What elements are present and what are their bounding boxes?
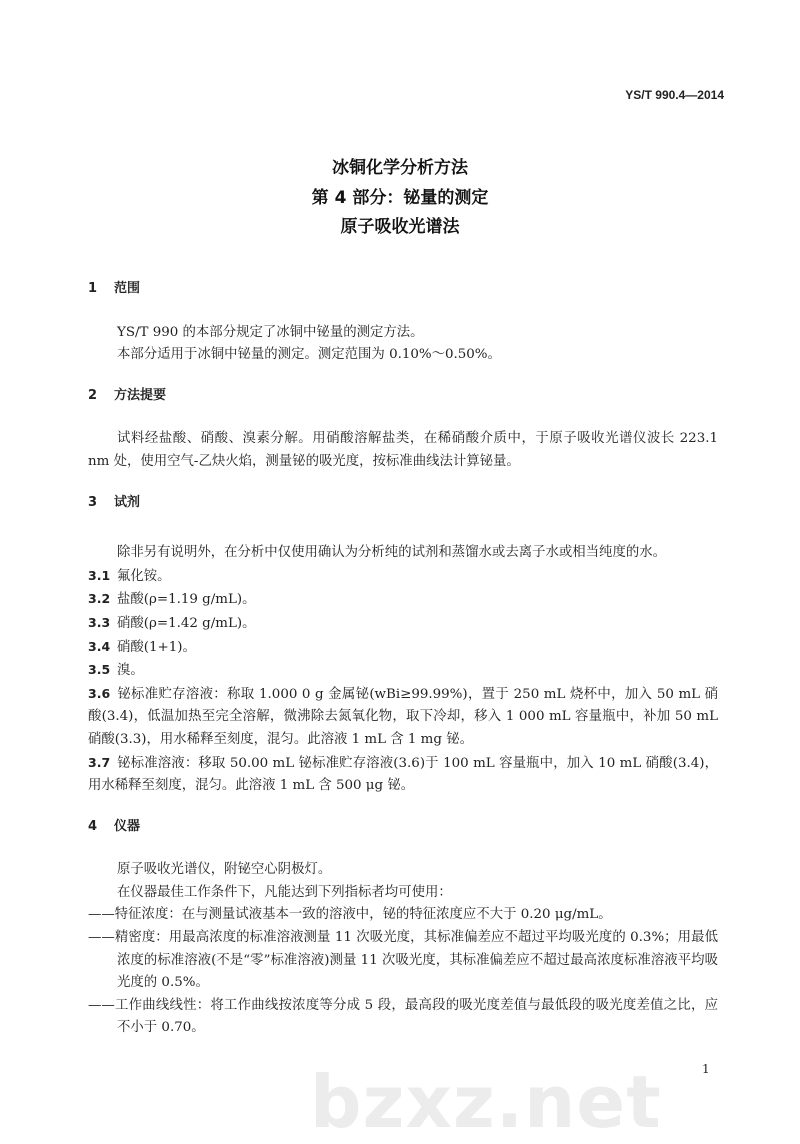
paragraph: 在仪器最佳工作条件下，凡能达到下列指标者均可使用： [117, 884, 452, 900]
page-number: 1 [702, 1062, 710, 1076]
section-heading-2 [88, 385, 718, 408]
paragraph: 试料经盐酸、硝酸、溴素分解。用硝酸溶解盐类，在稀硝酸介质中，于原子吸收光谱仪波长 223.1 nm 处，使用空气-乙炔火焰，测量铋的吸光度，按标准曲线法计算铋量。 [88, 431, 718, 469]
item-number: 3.4 [88, 638, 111, 654]
reagent-item [88, 565, 718, 589]
paragraph: YS/T 990 的本部分规定了冰铜中铋量的测定方法。 [117, 324, 424, 340]
section-1-body [88, 322, 718, 367]
section-title: 范围 [114, 281, 141, 296]
requirement-item: ——工作曲线线性：将工作曲线按浓度等分成 5 段，最高段的吸光度差值与最低段的吸光度差值之比，应不小于 0.70。 [88, 997, 718, 1036]
item-text: 盐酸(ρ=1.19 g/mL)。 [117, 592, 256, 608]
section-4-body [88, 859, 718, 1040]
section-title: 试剂 [114, 494, 141, 510]
item-text: 氟化铵。 [117, 568, 171, 584]
section-title: 仪器 [114, 818, 141, 834]
requirement-item: ——精密度：用最高浓度的标准溶液测量 11 次吸光度，其标准偏差应不超过平均吸光度的 0.3%；用最低浓度的标准溶液(不是“零”标准溶液)测量 11 次吸光度，其标准偏差应不超过最高浓度标准溶液平均吸光度的 0.5%。 [88, 930, 718, 991]
item-text: 硝酸(ρ=1.42 g/mL)。 [117, 615, 256, 631]
paragraph: 本部分适用于冰铜中铋量的测定。测定范围为 0.10%～0.50%。 [117, 347, 501, 363]
section-heading-1 [88, 278, 718, 301]
standard-number: YS/T 990.4—2014 [625, 88, 724, 102]
item-number: 3.3 [88, 614, 111, 630]
item-number: 3.5 [88, 662, 111, 678]
requirement-item: ——特征浓度：在与测量试液基本一致的溶液中，铋的特征浓度应不大于 0.20 μg/mL。 [88, 907, 612, 923]
reagent-item [88, 588, 718, 612]
item-text: 铋标准溶液：移取 50.00 mL 铋标准贮存溶液(3.6)于 100 mL 容量瓶中，加入 10 mL 硝酸(3.4)，用水稀释至刻度，混匀。此溶液 1 mL 含 500 μg 铋。 [88, 755, 718, 794]
paragraph: 原子吸收光谱仪，附铋空心阴极灯。 [117, 862, 332, 878]
document-title [0, 154, 800, 243]
title-line: 原子吸收光谱法 [340, 217, 460, 237]
document-body [88, 278, 718, 1058]
item-text: 铋标准贮存溶液：称取 1.000 0 g 金属铋(wBi≥99.99%)，置于 250 mL 烧杯中，加入 50 mL 硝酸(3.4)，低温加热至完全溶解，微沸除去氮氧化物，取下冷却，移入 1 000 mL 容量瓶中，补加 50 mL 硝酸(3.3)，用水稀释至刻度，混匀。此溶液 1 mL 含 1 mg 铋。 [88, 686, 718, 747]
reagent-item [88, 659, 718, 683]
item-number: 3.1 [88, 567, 111, 583]
watermark: bzxz.net [310, 1060, 662, 1144]
section-number: 3 [88, 494, 98, 510]
item-text: 溴。 [117, 663, 144, 679]
reagent-item [88, 612, 718, 636]
item-number: 3.2 [88, 591, 111, 607]
reagent-item [88, 636, 718, 660]
item-number: 3.6 [88, 685, 111, 701]
reagent-item [88, 683, 718, 752]
section-title: 方法提要 [114, 387, 167, 403]
item-text: 硝酸(1+1)。 [117, 639, 196, 655]
reagent-item [88, 752, 718, 798]
section-heading-3 [88, 492, 718, 515]
title-line: 冰铜化学分析方法 [332, 158, 468, 178]
paragraph: 除非另有说明外，在分析中仅使用确认为分析纯的试剂和蒸馏水或去离子水或相当纯度的水。 [117, 545, 667, 561]
item-number: 3.7 [88, 754, 111, 770]
section-number: 1 [88, 281, 98, 296]
section-3-body [88, 542, 718, 798]
title-line: 第 4 部分：铋量的测定 [311, 187, 489, 208]
section-number: 4 [88, 818, 98, 834]
section-heading-4 [88, 816, 718, 839]
section-number: 2 [88, 387, 98, 403]
section-2-body [88, 428, 718, 473]
